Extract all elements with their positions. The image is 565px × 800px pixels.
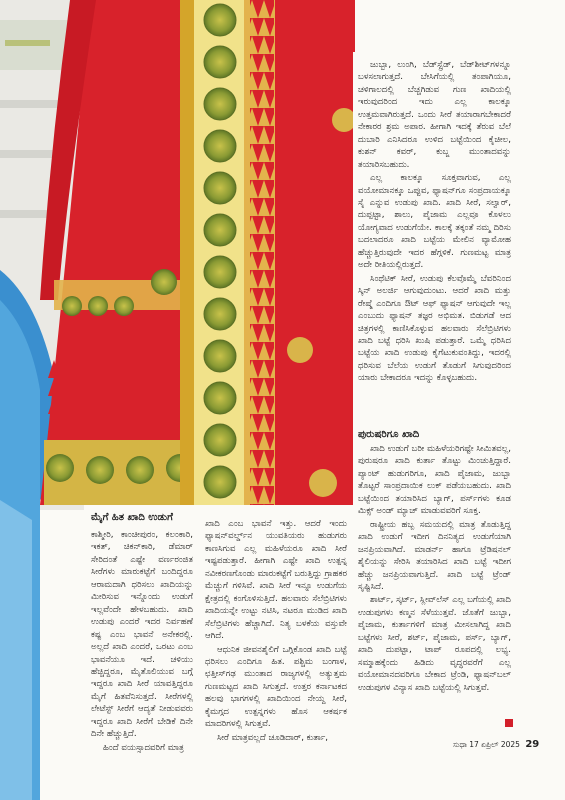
article-end-mark bbox=[505, 719, 513, 727]
article-column-right-top bbox=[358, 59, 511, 385]
article-column-left bbox=[91, 529, 193, 754]
article-paragraph: ಸೀರೆ ಮಾತ್ರವಲ್ಲದೆ ಚೂಡಿದಾರ್, ಕುರ್ತಾ, bbox=[217, 732, 329, 743]
article-column-middle bbox=[205, 518, 347, 744]
article-paragraph: ಖಾದಿ ಉಡುಗೆ ಬರೀ ಮಹಿಳೆಯರಿಗಷ್ಟೇ ಸೀಮಿತವಲ್ಲ, ಪುರುಷರೂ ಖಾದಿ ಕುರ್ತಾ ತೊಟ್ಟು ಮಿಂಚುತ್ತಿದ್ದಾರೆ. ಪ್ಯಾಂಟ್ ಹುಡುಗರಿಗೂ, ಖಾದಿ ಪೈಜಾಮ, ಜುಬ್ಬಾ ತೊಟ್ಟರೆ ಸಾಂಪ್ರದಾಯಿಕ ಲುಕ್ ಪಡೆಯಬಹುದು. ಖಾದಿ ಬಟ್ಟೆಯಿಂದ ತಯಾರಿಸಿದ ಬ್ಯಾಗ್, ಪರ್ಸ್‌ಗಳು ಕೂಡ ಮಿಕ್ಸ್ ಅಂಡ್ ಮ್ಯಾಚ್ ಮಾಡುವವರಿಗೆ ಸೂಕ್ತ. bbox=[358, 444, 511, 517]
subhead-khadi-comfort: ಮೈಗೆ ಹಿತ ಖಾದಿ ಉಡುಗೆ bbox=[91, 512, 173, 523]
article-paragraph: ಶಾರ್ಟ್, ಸ್ಕರ್ಟ್, ಸ್ಲೀವ್‌ಲೆಸ್ ಎಲ್ಲ ಬಗೆಯಲ್ಲಿ ಖಾದಿ ಉಡುಪುಗಳು ಕಣ್ಮನ ಸೆಳೆಯುತ್ತವೆ. ಜೊತೆಗೆ ಜುಬ್ಬಾ, ಪೈಜಾಮ, ಕುರ್ತಾಗಳಿಗೆ ಮಾತ್ರ ಮೀಸಲಾಗಿದ್ದ ಖಾದಿ ಬಟ್ಟೆಗಳು ಸೀರೆ, ಶರ್ಟ್, ಪೈಜಾಮ, ಪರ್ಸ್, ಬ್ಯಾಗ್, ಖಾದಿ ದುಪಟ್ಟಾ, ಟಾಪ್ ರೂಪದಲ್ಲಿ ಲಭ್ಯ. ಸಮ್ಮಾಹಕ್ಕೆಂದು ಹಿಡಿದು ವೃದ್ಧರವರೆಗೆ ಎಲ್ಲ ವಯೋಮಾನದವರಿಗೂ ಬೇಕಾದ ಟ್ರೆಂಡಿ, ಫ್ಯಾಷನ್‌ಬಲ್ ಉಡುಪುಗಳ ವಿನ್ಯಾಸ ಖಾದಿ ಬಟ್ಟೆಯಲ್ಲಿ ಸಿಗುತ್ತವೆ. bbox=[358, 595, 511, 693]
page-footer bbox=[453, 739, 539, 750]
article-column-right-bottom bbox=[358, 426, 511, 694]
article-paragraph: ಹಿಂದೆ ವಯಸ್ಸಾದವರಿಗೆ ಮಾತ್ರ bbox=[103, 742, 184, 753]
article-paragraph: ಜುಬ್ಬಾ, ಲುಂಗಿ, ಬೆಡ್‌ಸ್ಪ್ರೆಡ್, ಬೆಡ್‌ಶೀಟ್‌ಗಳನ್ನೂ ಬಳಸಲಾಗುತ್ತದೆ. ಬೇಸಿಗೆಯಲ್ಲಿ ತಂಪಾಗಿಯೂ, ಚಳಿಗಾಲದಲ್ಲಿ ಬೆಚ್ಚಗಿಡುವ ಗುಣ ಖಾದಿಯಲ್ಲಿ ಇರುವುದರಿಂದ ಇದು ಎಲ್ಲ ಕಾಲಕ್ಕೂ ಉತ್ತಮವಾಗಿರುತ್ತದೆ. ಒಂದು ಸೀರೆ ತಯಾರಾಗಬೇಕಾದರೆ ನೇಕಾರರ ಶ್ರಮ ಅಪಾರ. ಹೀಗಾಗಿ ಇದಕ್ಕೆ ತೆರುವ ಬೆಲೆ ದುಬಾರಿ ಎನಿಸಿದರೂ ಉಳಿದ ಬಟ್ಟೆಯಿಂದ ಕೈಚೀಲ, ಕುಶನ್ ಕವರ್, ಕುಬ್ಜ ಮುಂತಾದವನ್ನು ತಯಾರಿಸಬಹುದು. bbox=[358, 60, 511, 170]
article-paragraph: ಆಧುನಿಕ ಜೀವನಶೈಲಿಗೆ ಒಗ್ಗಿಕೊಂಡ ಖಾದಿ ಬಟ್ಟೆ ಧರಿಸಲು ಎಂದಿಗೂ ಹಿತ. ಪಶ್ಚಿಮ ಬಂಗಾಳ, ಛತ್ತೀಸ್‌ಗಢ ಮುಂತಾದ ರಾಜ್ಯಗಳಲ್ಲಿ ಅತ್ಯುತ್ತಮ ಗುಣಮಟ್ಟದ ಖಾದಿ ಸಿಗುತ್ತದೆ. ಉತ್ತರ ಕರ್ನಾಟಕದ ಹಲವು ಭಾಗಗಳಲ್ಲಿ ಖಾದಿಯಿಂದ ನೇಯ್ದ ಸೀರೆ, ಕೈಮಗ್ಗದ ಉತ್ಪನ್ನಗಳು ಹೊಸ ಆಕರ್ಷಕ ಮಾದರಿಗಳಲ್ಲಿ ಸಿಗುತ್ತವೆ. bbox=[205, 644, 347, 730]
subhead-khadi-for-men: ಪುರುಷರಿಗೂ ಖಾದಿ bbox=[358, 429, 420, 440]
page-number: 29 bbox=[525, 739, 540, 750]
article-paragraph: ರಾಷ್ಟ್ರೀಯ ಹಬ್ಬ ಸಮಯದಲ್ಲಿ ಮಾತ್ರ ತೊಡುತ್ತಿದ್ದ ಖಾದಿ ಉಡುಗೆ ಇದೀಗ ದಿನನಿತ್ಯದ ಉಡುಗೆಯಾಗಿ ಜನಪ್ರಿಯವಾಗಿದೆ. ಮಾಡರ್ನ್ ಹಾಗೂ ಟ್ರೆಡಿಷನಲ್ ಶೈಲಿಯನ್ನು ಸೇರಿಸಿ ತಯಾರಿಸಿದ ಖಾದಿ ಬಟ್ಟೆ ಇದೀಗ ಹೆಚ್ಚು ಜನಪ್ರಿಯವಾಗುತ್ತಿದೆ. ಖಾದಿ ಬಟ್ಟೆ ಟ್ರೆಂಡ್ ಸೃಷ್ಟಿಸಿದೆ. bbox=[358, 519, 511, 592]
article-paragraph: ಸಿಂಥೆಟಿಕ್ ಸೀರೆ, ಉಡುಪು ಕೆಲವೊಮ್ಮೆ ಬೆವರಿನಿಂದ ಸ್ಕಿನ್ ಅಲರ್ಜಿ ಆಗುವುದುಂಟು. ಆದರೆ ಖಾದಿ ಮತ್ತು ರೇಷ್ಮೆ ಎಂದಿಗೂ ಔಟ್ ಆಫ್ ಫ್ಯಾಷನ್ ಆಗುವುದೇ ಇಲ್ಲ ಎಂಬುದು ಫ್ಯಾಷನ್ ತಜ್ಞರ ಅಭಿಮತ. ಬಿಡುಗಡೆ ಆದ ಚಿತ್ರಗಳಲ್ಲಿ ಕಾಣಿಸಿಕೊಳ್ಳುವ ಹಲವಾರು ಸೆಲೆಬ್ರಿಟಿಗಳು ಖಾದಿ ಬಟ್ಟೆ ಧರಿಸಿ ಖುಷಿ ಪಡುತ್ತಾರೆ. ಒಮ್ಮೆ ಧರಿಸಿದ ಬಟ್ಟೆಯ ಖಾದಿ ಉಡುಪು ಕೈಗೆಟುಕುವಂತಿದ್ದು, ಇದರಲ್ಲಿ ಧರಿಸುವ ಬೆಲೆಯ ಉಡುಗೆ ತೊಡುಗೆ ಸಿಗುವುದರಿಂದ ಯಾರು ಬೇಕಾದರೂ ಇದನ್ನು ಕೊಳ್ಳಬಹುದು. bbox=[358, 273, 511, 384]
issue-label: ಸುಧಾ 17 ಏಪ್ರಿಲ್ 2025 bbox=[453, 740, 520, 749]
article-paragraph: ಎಲ್ಲ ಕಾಲಕ್ಕೂ ಸೂಕ್ತವಾಗುವ, ಎಲ್ಲ ವಯೋಮಾನಕ್ಕೂ ಒಪ್ಪುವ, ಫ್ಯಾಷನ್‌ಗೂ ಸಂಪ್ರದಾಯಕ್ಕೂ ಸೈ ಎನ್ನುವ ಉಡುಪು ಖಾದಿ. ಖಾದಿ ಸೀರೆ, ಸಲ್ವಾರ್, ದುಪ್ಪಟ್ಟಾ, ಶಾಲು, ಪೈಜಾಮ ಎಲ್ಲವೂ ಕೊಳಲು ಯೋಗ್ಯವಾದ ಉಡುಗೆಯೇ. ಕಾಲಕ್ಕೆ ತಕ್ಕಂತೆ ನಮ್ಮ ದಿರಿಸು ಬದಲಾದರೂ ಖಾದಿ ಬಟ್ಟೆಯ ಮೇಲಿನ ವ್ಯಾಮೋಹ ಹೆಚ್ಚುತ್ತಿರುವುದೇ ಇದರ ಹೆಗ್ಗಳಿಕೆ. ಗುಣಮಟ್ಟ ಮಾತ್ರ ಅದೇ ರೀತಿಯಲ್ಲಿರುತ್ತದೆ. bbox=[358, 173, 511, 271]
article-paragraph: ಖಾದಿ ಎಂಬ ಭಾವನೆ ಇತ್ತು. ಆದರೆ ಇಂದು ಫ್ಯಾಷನ್‌ವರ್ಲ್ಡ್‌ನ ಯುವತಿಯರು ಹುಡುಗರು ಕಾಣಸಿಗುವ ಎಲ್ಲ ಮಹಿಳೆಯರೂ ಖಾದಿ ಸೀರೆ ಇಷ್ಟಪಡುತ್ತಾರೆ. ಹೀಗಾಗಿ ಎಷ್ಟೇ ಖಾದಿ ಉತ್ಪನ್ನ ನವೀಕರಣಗೊಂಡು ಮಾರುಕಟ್ಟೆಗೆ ಬರುತ್ತಿದ್ದು ಗ್ರಾಹಕರ ಮೆಚ್ಚುಗೆ ಗಳಿಸಿವೆ. ಖಾದಿ ಸೀರೆ ಇನ್ನೂ ಉಡುಗೆಯ ಕ್ಷೇತ್ರದಲ್ಲಿ ಕಂಗೊಳಿಸುತ್ತಿದೆ. ಹಲವಾರು ಸೆಲೆಬ್ರಿಟಿಗಳು ಖಾದಿಯನ್ನೇ ಉಟ್ಟು ನಟಿಸಿ, ನಟರೂ ಮುಡಿದ ಖಾದಿ ಸೆಲೆಬ್ರಿಟಿಗಳು ಹೆಚ್ಚಾಗಿದೆ. ನಿತ್ಯ ಬಳಕೆಯ ವಸ್ತುವೇ ಆಗಿದೆ. bbox=[205, 519, 347, 642]
article-paragraph: ಕಾಶ್ಮೀರಿ, ಕಾಂಚೀಪುರಂ, ಕಲಂಕಾರಿ, ಇಕತ್, ಚಿಕನ್‌ಕಾರಿ, ಡೆಮಾರ್ ಸೇರಿದಂತೆ ಎಷ್ಟೇ ವರ್ಣರಂಜಿತ ಸೀರೆಗಳು ಮಾರುಕಟ್ಟೆಗೆ ಬಂದಿದ್ದರೂ ಆರಾಮದಾಗಿ ಧರಿಸಲು ಖಾದಿಯನ್ನು ಮೀರಿಸುವ ಇನ್ನೊಂದು ಉಡುಗೆ ಇಲ್ಲವೆಂದೇ ಹೇಳಬಹುದು. ಖಾದಿ ಉಡುಪು ಎಂದರೆ ಇದರ ನಿರ್ವಹಣೆ ಕಷ್ಟ ಎಂಬ ಭಾವನೆ ಅನೇಕರಲ್ಲಿ. ಅಲ್ಲದೆ ಖಾದಿ ಎಂದರೆ, ಒರಟು ಎಂಬ ಭಾವನೆಯೂ ಇದೆ. ಚಳಿಯು ಹೆಚ್ಚಿದ್ದರೂ, ಮೈತೊಲಿಯುವ ಬಗ್ಗೆ ಇದ್ದರೂ ಖಾದಿ ಸೀರೆ ಯಾವತ್ತಿದ್ದರೂ ಮೈಗೆ ಹಿತವೆನಿಸುತ್ತದೆ. ಸೀರೆಗಳಲ್ಲಿ ಲೇಟೆಸ್ಟ್ ಸೀರೆಗೆ ಆದ್ಯತೆ ನೀಡುವವರು ಇದ್ದರೂ ಖಾದಿ ಸೀರೆಗೆ ಬೇಡಿಕೆ ದಿನೇ ದಿನೇ ಹೆಚ್ಚುತ್ತಿದೆ. bbox=[91, 530, 193, 740]
